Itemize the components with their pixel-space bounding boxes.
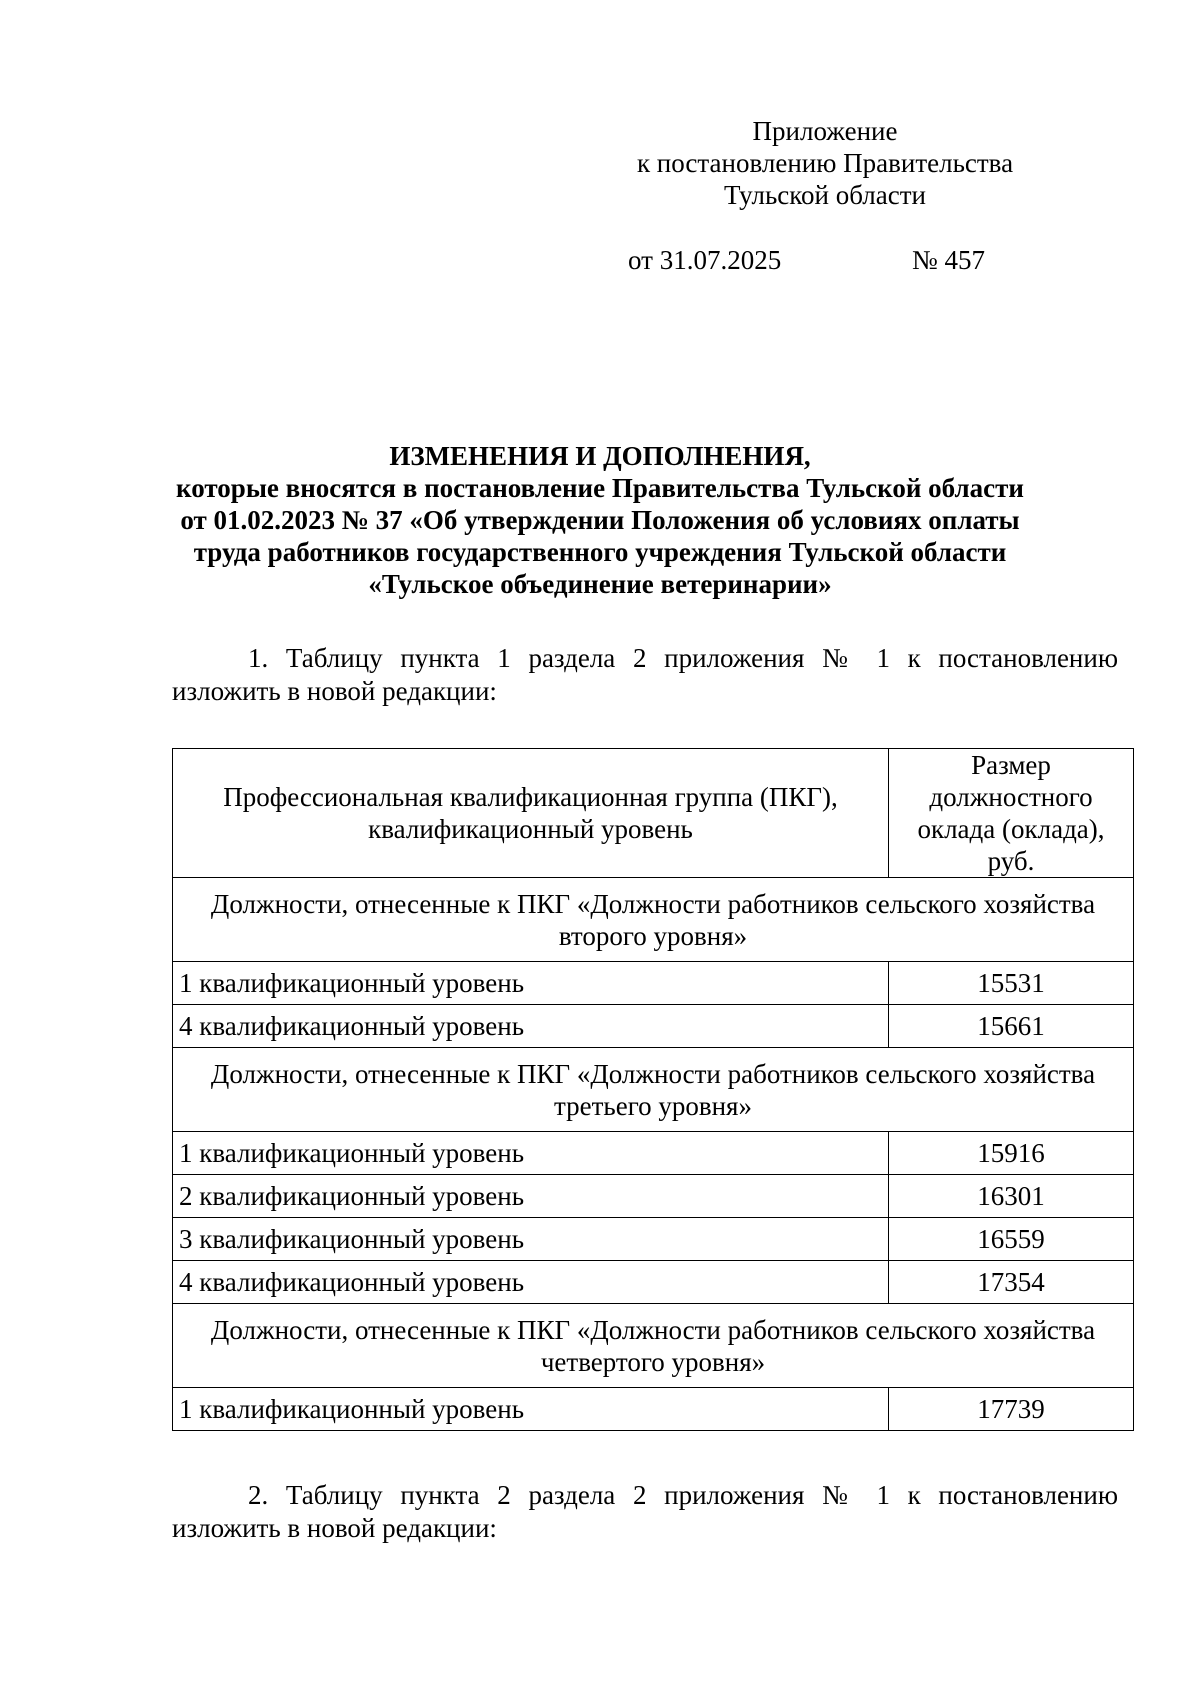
table-row <box>173 1175 1134 1218</box>
salary-cell: 17354 <box>889 1261 1134 1304</box>
header-salary-line-3: оклада (оклада), <box>917 814 1105 844</box>
header-salary-line-1: Размер <box>971 750 1051 780</box>
salary-cell: 17739 <box>889 1388 1134 1431</box>
group-title-line-1: Должности, отнесенные к ПКГ «Должности работников сельского хозяйства <box>210 888 1096 919</box>
heading-line-5: «Тульское объединение ветеринарии» <box>368 569 832 599</box>
table-row <box>173 1388 1134 1431</box>
table-row <box>173 962 1134 1005</box>
paragraph-1-line-1: 1. Таблицу пункта 1 раздела 2 приложения № 1 к постановлению <box>248 643 1118 673</box>
header-salary-line-4: руб. <box>987 846 1035 876</box>
table-row <box>173 1132 1134 1175</box>
annex-block <box>560 115 1090 211</box>
level-cell: 4 квалификационный уровень <box>173 1261 889 1304</box>
table-row <box>173 1218 1134 1261</box>
level-cell: 1 квалификационный уровень <box>173 1388 889 1431</box>
heading-line-4: труда работников государственного учреждения Тульской области <box>193 537 1007 567</box>
document-heading <box>150 440 1050 600</box>
group-title-line-1: Должности, отнесенные к ПКГ «Должности работников сельского хозяйства <box>210 1314 1096 1345</box>
salary-cell: 15531 <box>889 962 1134 1005</box>
header-group-level-line-1: Профессиональная квалификационная группа (ПКГ), <box>223 782 838 812</box>
group-title-4 <box>173 1304 1134 1388</box>
level-cell: 4 квалификационный уровень <box>173 1005 889 1048</box>
group-title-2 <box>173 878 1134 962</box>
level-cell: 1 квалификационный уровень <box>173 962 889 1005</box>
header-salary-line-2: должностного <box>929 782 1093 812</box>
heading-line-3: от 01.02.2023 № 37 «Об утверждении Положения об условиях оплаты <box>180 505 1020 535</box>
group-row <box>173 878 1134 962</box>
level-cell: 3 квалификационный уровень <box>173 1218 889 1261</box>
group-title-line-2: четвертого уровня» <box>540 1346 766 1377</box>
salary-cell: 16559 <box>889 1218 1134 1261</box>
heading-line-2: которые вносятся в постановление Правительства Тульской области <box>176 473 1024 503</box>
salary-cell: 16301 <box>889 1175 1134 1218</box>
annex-title: Приложение <box>752 116 898 146</box>
annex-region: Тульской области <box>724 180 926 210</box>
table-header-row <box>173 749 1134 878</box>
paragraph-2-line-1: 2. Таблицу пункта 2 раздела 2 приложения № 1 к постановлению <box>248 1480 1118 1510</box>
group-title-line-2: второго уровня» <box>558 920 748 951</box>
annex-reference: к постановлению Правительства <box>636 148 1014 178</box>
paragraph-2-line-2: изложить в новой редакции: <box>172 1513 497 1543</box>
table-row <box>173 1005 1134 1048</box>
group-title-line-2: третьего уровня» <box>554 1090 752 1121</box>
group-title-3 <box>173 1048 1134 1132</box>
salary-cell: 15916 <box>889 1132 1134 1175</box>
group-row <box>173 1304 1134 1388</box>
group-title-line-1: Должности, отнесенные к ПКГ «Должности работников сельского хозяйства <box>210 1058 1096 1089</box>
paragraph-2 <box>172 1479 1118 1545</box>
document-date: от 31.07.2025 <box>628 245 782 275</box>
table-row <box>173 1261 1134 1304</box>
heading-line-1: ИЗМЕНЕНИЯ И ДОПОЛНЕНИЯ, <box>389 441 811 471</box>
header-salary <box>889 749 1134 878</box>
paragraph-1 <box>172 642 1118 708</box>
group-row <box>173 1048 1134 1132</box>
salary-table <box>172 748 1134 1431</box>
level-cell: 2 квалификационный уровень <box>173 1175 889 1218</box>
level-cell: 1 квалификационный уровень <box>173 1132 889 1175</box>
salary-cell: 15661 <box>889 1005 1134 1048</box>
header-group-level <box>173 749 889 878</box>
header-group-level-line-2: квалификационный уровень <box>368 814 693 844</box>
paragraph-1-line-2: изложить в новой редакции: <box>172 676 497 706</box>
document-number: № 457 <box>912 245 986 275</box>
